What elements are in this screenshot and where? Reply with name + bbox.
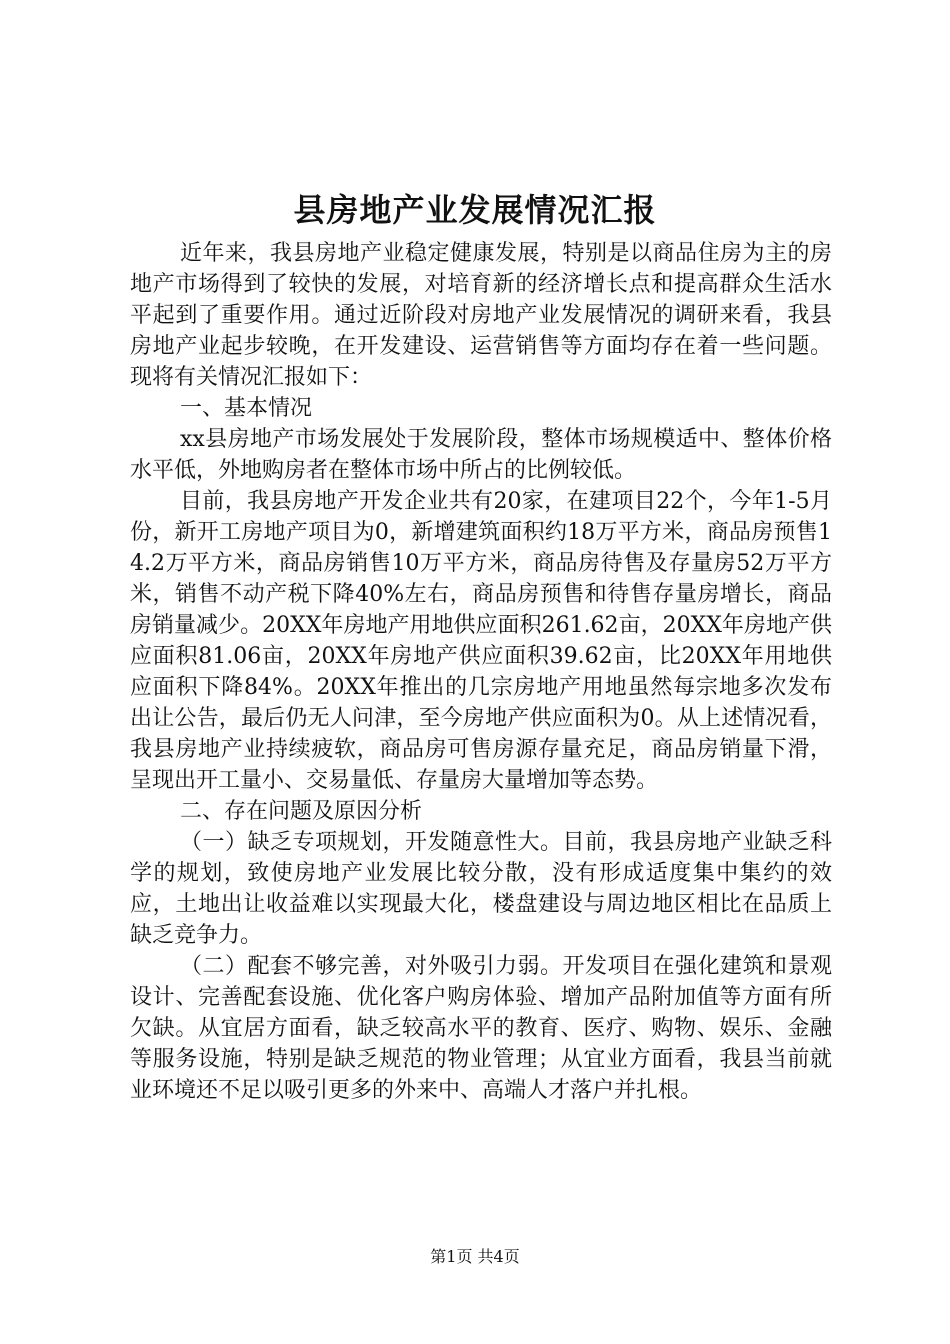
- problem-two-paragraph: （二）配套不够完善，对外吸引力弱。开发项目在强化建筑和景观设计、完善配套设施、优化客户购房体验、增加产品附加值等方面有所欠缺。从宜居方面看，缺乏较高水平的教育、医疗、购物、娱乐、金融等服务设施，特别是缺乏规范的物业管理；从宜业方面看，我县当前就业环境还不足以吸引更多的外来中、高端人才落户并扎根。: [130, 954, 832, 1103]
- page-footer: 第1页 共4页: [430, 1247, 520, 1266]
- section-heading-basic-situation: 一、基本情况: [180, 396, 313, 421]
- statistics-paragraph: 目前，我县房地产开发企业共有20家，在建项目22个，今年1-5月份，新开工房地产项目为0，新增建筑面积约18万平方米，商品房预售14.2万平方米，商品房销售10万平方米，商品房待售及存量房52万平方米，销售不动产税下降40%左右，商品房预售和待售存量房增长，商品房销量减少。20XX年房地产用地供应面积261.62亩，20XX年房地产供应面积81.06亩，20XX年房地产供应面积39.62亩，比20XX年用地供应面积下降84%。20XX年推出的几宗房地产用地虽然每宗地多次发布出让公告，最后仍无人问津，至今房地产供应面积为0。从上述情况看，我县房地产业持续疲软，商品房可售房源存量充足，商品房销量下滑，呈现出开工量小、交易量低、存量房大量增加等态势。: [130, 489, 832, 793]
- section-heading-problems: 二、存在问题及原因分析: [180, 799, 423, 824]
- problem-one-paragraph: （一）缺乏专项规划，开发随意性大。目前，我县房地产业缺乏科学的规划，致使房地产业发展比较分散，没有形成适度集中集约的效应，土地出让收益难以实现最大化，楼盘建设与周边地区相比在品质上缺乏竞争力。: [130, 830, 832, 948]
- intro-paragraph: 近年来，我县房地产业稳定健康发展，特别是以商品住房为主的房地产市场得到了较快的发展，对培育新的经济增长点和提高群众生活水平起到了重要作用。通过近阶段对房地产业发展情况的调研来看，我县房地产业起步较晚，在开发建设、运营销售等方面均存在着一些问题。现将有关情况汇报如下：: [130, 241, 832, 390]
- document-title: 县房地产业发展情况汇报: [293, 191, 657, 229]
- market-overview-paragraph: xx县房地产市场发展处于发展阶段，整体市场规模适中、整体价格水平低，外地购房者在整体市场中所占的比例较低。: [130, 427, 832, 483]
- document-body: [130, 238, 832, 1106]
